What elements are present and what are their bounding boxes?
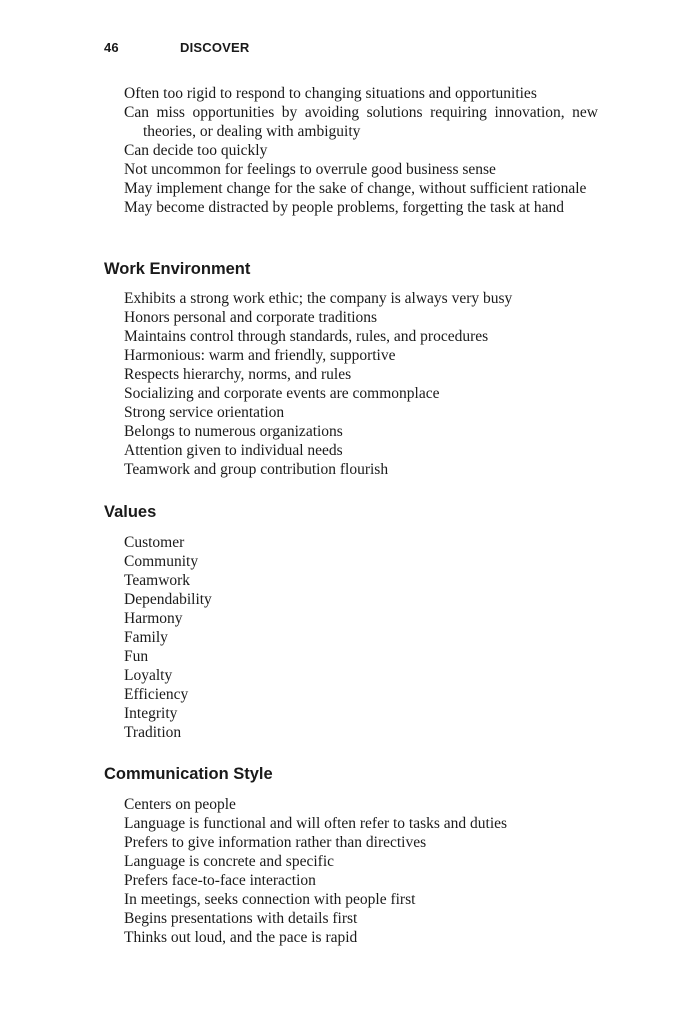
list-item: Strong service orientation [124,404,285,421]
list-item: Community [124,553,199,570]
list-item: Prefers face-to-face interaction [124,872,316,889]
list-item: Respects hierarchy, norms, and rules [124,366,352,383]
list-item: Harmonious: warm and friendly, supportive [124,347,396,364]
section-heading-values: Values [104,503,157,521]
list-item: Efficiency [124,686,189,703]
list-item: Can decide too quickly [124,142,268,159]
list-item: Centers on people [124,796,236,813]
section-title: DISCOVER [180,40,250,55]
list-item: Socializing and corporate events are commonplace [124,385,440,402]
list-item: Exhibits a strong work ethic; the company is always very busy [124,290,513,307]
list-item: Honors personal and corporate traditions [124,309,378,326]
list-item: Language is functional and will often refer to tasks and duties [124,815,508,832]
list-item: Thinks out loud, and the pace is rapid [124,929,358,946]
list-item: Fun [124,648,149,665]
list-item: Integrity [124,705,178,722]
list-item: Teamwork [124,572,191,589]
section-heading-communication-style: Communication Style [104,765,273,783]
work-environment-list [124,289,598,479]
list-item: Belongs to numerous organizations [124,423,343,440]
communication-style-list [124,795,598,947]
list-item: Dependability [124,591,212,608]
list-item: In meetings, seeks connection with people first [124,891,416,908]
list-item: Language is concrete and specific [124,853,335,870]
intro-list [124,84,598,217]
list-item: Tradition [124,724,182,741]
list-item: Attention given to individual needs [124,442,343,459]
list-item: May implement change for the sake of change, without sufficient rationale [124,180,587,197]
list-item: Maintains control through standards, rules, and procedures [124,328,489,345]
running-head [104,40,250,55]
list-item: Family [124,629,168,646]
list-item: Customer [124,534,185,551]
list-item: Not uncommon for feelings to overrule good business sense [124,161,496,178]
list-item: Loyalty [124,667,173,684]
list-item: Can miss opportunities by avoiding solutions requiring innovation, new theories, or dealing with ambiguity [124,104,598,140]
section-heading-work-environment: Work Environment [104,260,251,278]
list-item: Prefers to give information rather than directives [124,834,427,851]
list-item: May become distracted by people problems, forgetting the task at hand [124,199,565,216]
list-item: Often too rigid to respond to changing situations and opportunities [124,85,537,102]
values-list [124,533,598,742]
page-number: 46 [104,40,119,55]
list-item: Begins presentations with details first [124,910,358,927]
list-item: Harmony [124,610,183,627]
list-item: Teamwork and group contribution flourish [124,461,389,478]
